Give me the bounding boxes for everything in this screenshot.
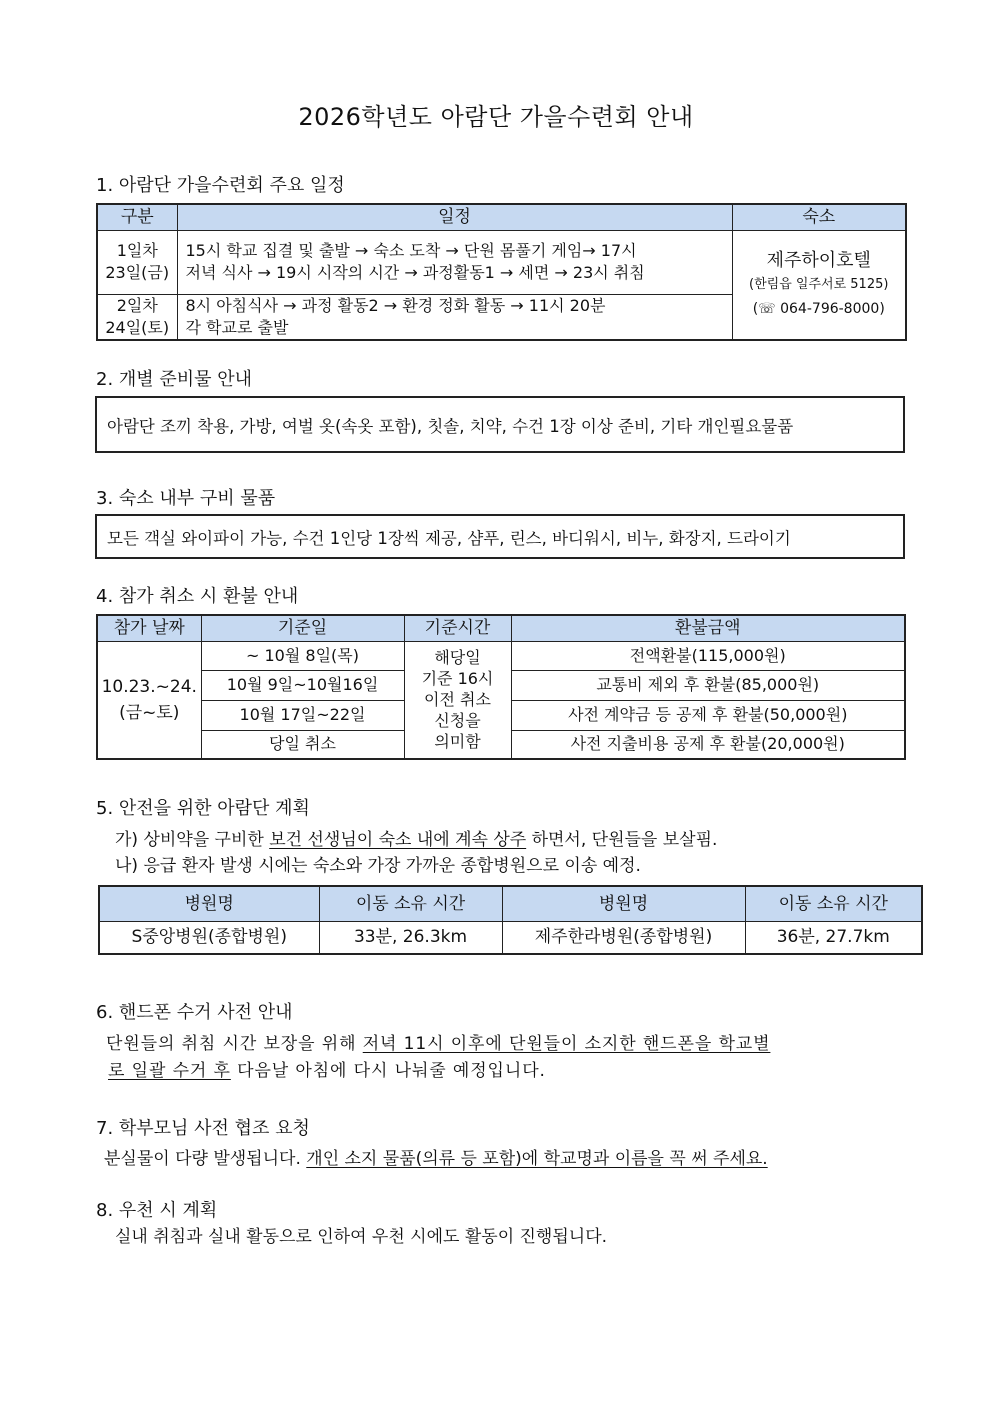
safety-line-a (115, 825, 717, 850)
lodging-cell (732, 230, 906, 340)
amenities-text: 모든 객실 와이파이 가능, 수건 1인당 1장씩 제공, 샴푸, 린스, 바디워시, 비누, 화장지, 드라이기 (107, 528, 791, 548)
day1-date: 23일(금) (105, 263, 170, 282)
parent-request-underlined: 개인 소지 물품(의류 등 포함)에 학교명과 이름을 꼭 써 주세요. (306, 1149, 768, 1169)
day1-schedule (177, 230, 732, 294)
col-day: 구분 (97, 204, 177, 230)
rain-plan-text: 실내 취침과 실내 활동으로 인하여 우천 시에도 활동이 진행됩니다. (115, 1227, 608, 1247)
participation-date (97, 641, 201, 759)
section-7-heading: 7. 학부모님 사전 협조 요청 (96, 1118, 310, 1139)
phone-l1-pre: 단원들의 취침 시간 보장을 위해 (106, 1034, 363, 1054)
hotel-name: 제주하이호텔 (766, 249, 871, 271)
travel-time-1: 33분, 26.3km (319, 921, 502, 954)
date-days: (금~토) (119, 702, 180, 723)
col-refund: 환불금액 (511, 615, 905, 641)
base-time-line1: 해당일 (434, 648, 481, 668)
parent-request-line (104, 1144, 768, 1169)
day1-cell (97, 230, 177, 294)
safety-line-b: 나) 응급 환자 발생 시에는 숙소와 가장 가까운 종합병원으로 이송 예정. (115, 856, 641, 876)
amenities-box (95, 514, 905, 559)
day2-line2: 각 학교로 출발 (185, 317, 289, 337)
day2-label: 2일차 (116, 295, 158, 315)
travel-time-2: 36분, 27.7km (745, 921, 922, 954)
section-1-heading: 1. 아람단 가을수련회 주요 일정 (96, 175, 345, 196)
phone-l2-post: 다음날 아침에 다시 나눠줄 예정입니다. (230, 1061, 546, 1081)
col-date: 참가 날짜 (97, 615, 201, 641)
personal-items-box (95, 396, 905, 453)
section-5-heading: 5. 안전을 위한 아람단 계획 (96, 798, 310, 819)
refund-0: 전액환불(115,000원) (511, 641, 905, 670)
refund-3: 사전 지출비용 공제 후 환불(20,000원) (511, 730, 905, 759)
phone-line-1 (106, 1029, 770, 1054)
date-range: 10.23.~24. (101, 676, 197, 697)
page-title: 2026학년도 아람단 가을수련회 안내 (298, 103, 694, 131)
refund-table (96, 614, 906, 760)
day2-line1: 8시 아침식사 → 과정 활동2 → 환경 정화 활동 → 11시 20분 (185, 295, 606, 315)
section-8-heading: 8. 우천 시 계획 (96, 1200, 218, 1221)
hotel-address: (한림읍 일주서로 5125) (749, 276, 889, 292)
base-time-cell (404, 641, 511, 759)
safety-a-post: 하면서, 단원들을 보살핌. (526, 830, 718, 850)
safety-a-pre: 가) 상비약을 구비한 (115, 830, 270, 850)
phone-l1-underlined: 저녁 11시 이후에 단원들이 소지한 핸드폰을 학교별 (362, 1034, 771, 1054)
col-hospital-1: 병원명 (99, 886, 319, 921)
base-time-line5: 의미함 (434, 732, 481, 752)
day1-label: 1일차 (116, 241, 158, 260)
hospital-1: S중앙병원(종합병원) (99, 921, 319, 954)
col-travel-time-1: 이동 소유 시간 (319, 886, 502, 921)
hospital-2: 제주한라병원(종합병원) (502, 921, 745, 954)
col-schedule: 일정 (177, 204, 732, 230)
section-3-heading: 3. 숙소 내부 구비 물품 (96, 488, 276, 509)
section-4-heading: 4. 참가 취소 시 환불 안내 (96, 586, 299, 607)
base-time-line3: 이전 취소 (424, 690, 491, 710)
schedule-table (96, 203, 907, 341)
base-time-line2: 기준 16시 (421, 669, 494, 689)
base-date-0: ~ 10월 8일(목) (201, 641, 404, 670)
col-base-date: 기준일 (201, 615, 404, 641)
day2-schedule (177, 294, 732, 340)
section-6-heading: 6. 핸드폰 수거 사전 안내 (96, 1002, 293, 1023)
hospital-table (98, 885, 923, 955)
phone-line-2 (108, 1056, 546, 1081)
base-date-3: 당일 취소 (201, 730, 404, 759)
day2-date: 24일(토) (105, 317, 170, 337)
personal-items-text: 아람단 조끼 착용, 가방, 여벌 옷(속옷 포함), 칫솔, 치약, 수건 1장 이상 준비, 기타 개인필요물품 (107, 416, 794, 436)
hotel-phone: (☏ 064-796-8000) (752, 300, 885, 317)
day1-line2: 저녁 식사 → 19시 시작의 시간 → 과정활동1 → 세면 → 23시 취침 (185, 263, 645, 282)
col-base-time: 기준시간 (404, 615, 511, 641)
day2-cell (97, 294, 177, 340)
day1-line1: 15시 학교 집결 및 출발 → 숙소 도착 → 단원 몸풀기 게임→ 17시 (185, 241, 637, 260)
col-lodging: 숙소 (732, 204, 906, 230)
refund-1: 교통비 제외 후 환불(85,000원) (511, 670, 905, 700)
safety-a-underlined: 보건 선생님이 숙소 내에 계속 상주 (269, 830, 527, 850)
refund-2: 사전 계약금 등 공제 후 환불(50,000원) (511, 700, 905, 730)
base-date-2: 10월 17일~22일 (201, 700, 404, 730)
base-time-line4: 신청을 (434, 711, 481, 731)
base-date-1: 10월 9일~10월16일 (201, 670, 404, 700)
parent-request-pre: 분실물이 다량 발생됩니다. (104, 1149, 307, 1169)
section-2-heading: 2. 개별 준비물 안내 (96, 369, 253, 390)
phone-l2-underlined: 로 일괄 수거 후 (108, 1061, 231, 1081)
col-hospital-2: 병원명 (502, 886, 745, 921)
col-travel-time-2: 이동 소유 시간 (745, 886, 922, 921)
